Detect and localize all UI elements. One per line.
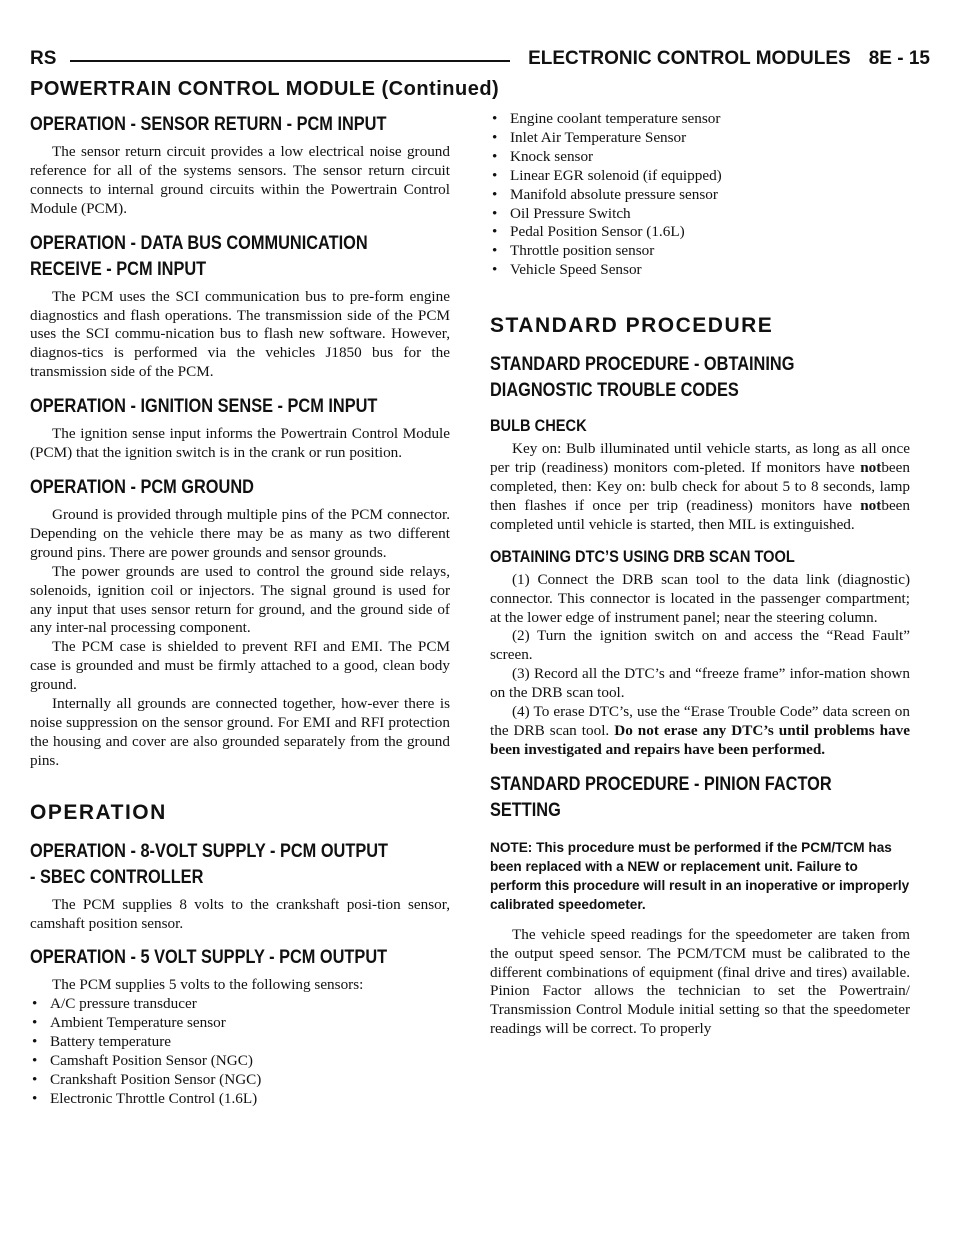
paragraph: The PCM case is shielded to prevent RFI and EMI. The PCM case is grounded and must be firmly attached to a good, clean body ground.	[30, 638, 450, 694]
header-rule	[70, 60, 510, 62]
header-title-block	[510, 48, 930, 70]
paragraph: The PCM uses the SCI communication bus to pre-form engine diagnostics and flash operations. The transmission side of the PCM uses the SCI commu-nication bus to flash new software. However, diagnos-tics is performed via the vehicles J1850 bus for the transmission side of the PCM.	[30, 287, 450, 381]
section-title: OPERATION - 5 VOLT SUPPLY - PCM OUTPUT	[30, 947, 388, 969]
major-heading-operation: OPERATION	[30, 800, 167, 824]
list-item: • Ambient Temperature sensor	[32, 1014, 226, 1032]
header-section-code: RS	[30, 48, 57, 69]
list-item: • Crankshaft Position Sensor (NGC)	[32, 1071, 262, 1088]
list-item: • Camshaft Position Sensor (NGC)	[32, 1052, 253, 1070]
paragraph: The ignition sense input informs the Powertrain Control Module (PCM) that the ignition switch is in the crank or run position.	[30, 425, 450, 462]
list-item: • A/C pressure transducer	[32, 995, 197, 1013]
section-title: STANDARD PROCEDURE - PINION FACTOR SETTING	[490, 773, 832, 821]
list-item: • Inlet Air Temperature Sensor	[492, 128, 687, 146]
major-heading-standard-procedure: STANDARD PROCEDURE	[490, 314, 774, 338]
list-item: • Knock sensor	[492, 147, 594, 165]
paragraph: (3) Record all the DTC’s and “freeze frame” infor-mation shown on the DRB scan tool.	[490, 665, 910, 702]
subsection-title: BULB CHECK	[490, 416, 587, 436]
section-title: OPERATION - SENSOR RETURN - PCM INPUT	[30, 114, 387, 135]
sensor-list-continued	[490, 110, 910, 280]
header-page-number: 8E - 15	[868, 48, 930, 69]
paragraph: The vehicle speed readings for the speedometer are taken from the output speed sensor. The PCM/TCM must be calibrated to the different combinations of equipment (final drive and tires) available. Pinion Factor allows the technician to set the Powertrain/ Transmission Control Module initial setting so that the speedometer readings will be correct. To properly	[490, 925, 910, 1038]
list-item: • Electronic Throttle Control (1.6L)	[32, 1089, 258, 1107]
paragraph: (4) To erase DTC’s, use the “Erase Trouble Code” data screen on the DRB scan tool. Do not erase any DTC’s until problems have been investigated and repairs have been performed.	[490, 703, 911, 758]
subsection-title: OBTAINING DTC’S USING DRB SCAN TOOL	[490, 546, 795, 566]
section-title: OPERATION - PCM GROUND	[30, 476, 254, 498]
paragraph: (1) Connect the DRB scan tool to the data link (diagnostic) connector. This connector is located in the passenger compartment; at the lower edge of instrument panel; near the steering column.	[490, 570, 910, 626]
note-block: NOTE: This procedure must be performed if the PCM/TCM has been replaced with a NEW or replacement unit. Failure to perform this procedure will result in an inoperative or improperly calibrated speedometer.	[490, 839, 910, 912]
paragraph: The PCM supplies 5 volts to the following sensors:	[52, 976, 364, 994]
right-column	[490, 110, 910, 1039]
paragraph: The power grounds are used to control the ground side relays, solenoids, ignition coil or injectors. The signal ground is used for any input that uses sensor return for ground, and the ground side of any inter-nal processing component.	[30, 562, 450, 637]
list-item: • Throttle position sensor	[492, 242, 655, 260]
list-item: • Oil Pressure Switch	[492, 204, 631, 222]
paragraph: Key on: Bulb illuminated until vehicle starts, as long as all once per trip (readiness) monitors com-pleted. If monitors have notbeen completed, then: Key on: bulb check for about 5 to 8 seconds, lamp then flashes if once per trip (readiness) monitors have notbeen completed until vehicle is started, then MIL is extinguished.	[490, 440, 911, 533]
paragraph: Ground is provided through multiple pins of the PCM connector. Depending on the vehicle there may be as many as two different ground pins. There are power grounds and sensor grounds.	[30, 505, 450, 561]
header-title: ELECTRONIC CONTROL MODULES	[528, 48, 851, 69]
list-item: • Battery temperature	[32, 1033, 172, 1051]
page-header	[30, 48, 930, 74]
paragraph: (2) Turn the ignition switch on and access the “Read Fault” screen.	[490, 627, 910, 664]
list-item: • Pedal Position Sensor (1.6L)	[492, 223, 685, 241]
list-item: • Vehicle Speed Sensor	[492, 261, 642, 279]
list-item: • Manifold absolute pressure sensor	[492, 185, 718, 203]
left-column	[30, 112, 450, 1109]
paragraph: The sensor return circuit provides a low electrical noise ground reference for all of the systems sensors. The sensor return circuit connects to internal ground circuits within the Powertrain Control Module (PCM).	[30, 143, 450, 217]
paragraph: Internally all grounds are connected together, how-ever there is noise suppression on the sensor ground. For EMI and RFI protection the housing and cover are also grounded separately from the ground pins.	[30, 695, 450, 769]
section-title: OPERATION - DATA BUS COMMUNICATION RECEIVE - PCM INPUT	[30, 232, 368, 280]
section-title: OPERATION - IGNITION SENSE - PCM INPUT	[30, 396, 378, 418]
section-title: OPERATION - 8-VOLT SUPPLY - PCM OUTPUT - SBEC CONTROLLER	[30, 840, 389, 888]
paragraph: The PCM supplies 8 volts to the crankshaft posi-tion sensor, camshaft position sensor.	[30, 895, 450, 932]
continued-title: POWERTRAIN CONTROL MODULE (Continued)	[30, 78, 500, 100]
sensor-list	[30, 995, 450, 1108]
list-item: • Linear EGR solenoid (if equipped)	[492, 166, 722, 184]
section-title: STANDARD PROCEDURE - OBTAINING DIAGNOSTIC TROUBLE CODES	[490, 354, 795, 402]
list-item: • Engine coolant temperature sensor	[492, 110, 721, 127]
